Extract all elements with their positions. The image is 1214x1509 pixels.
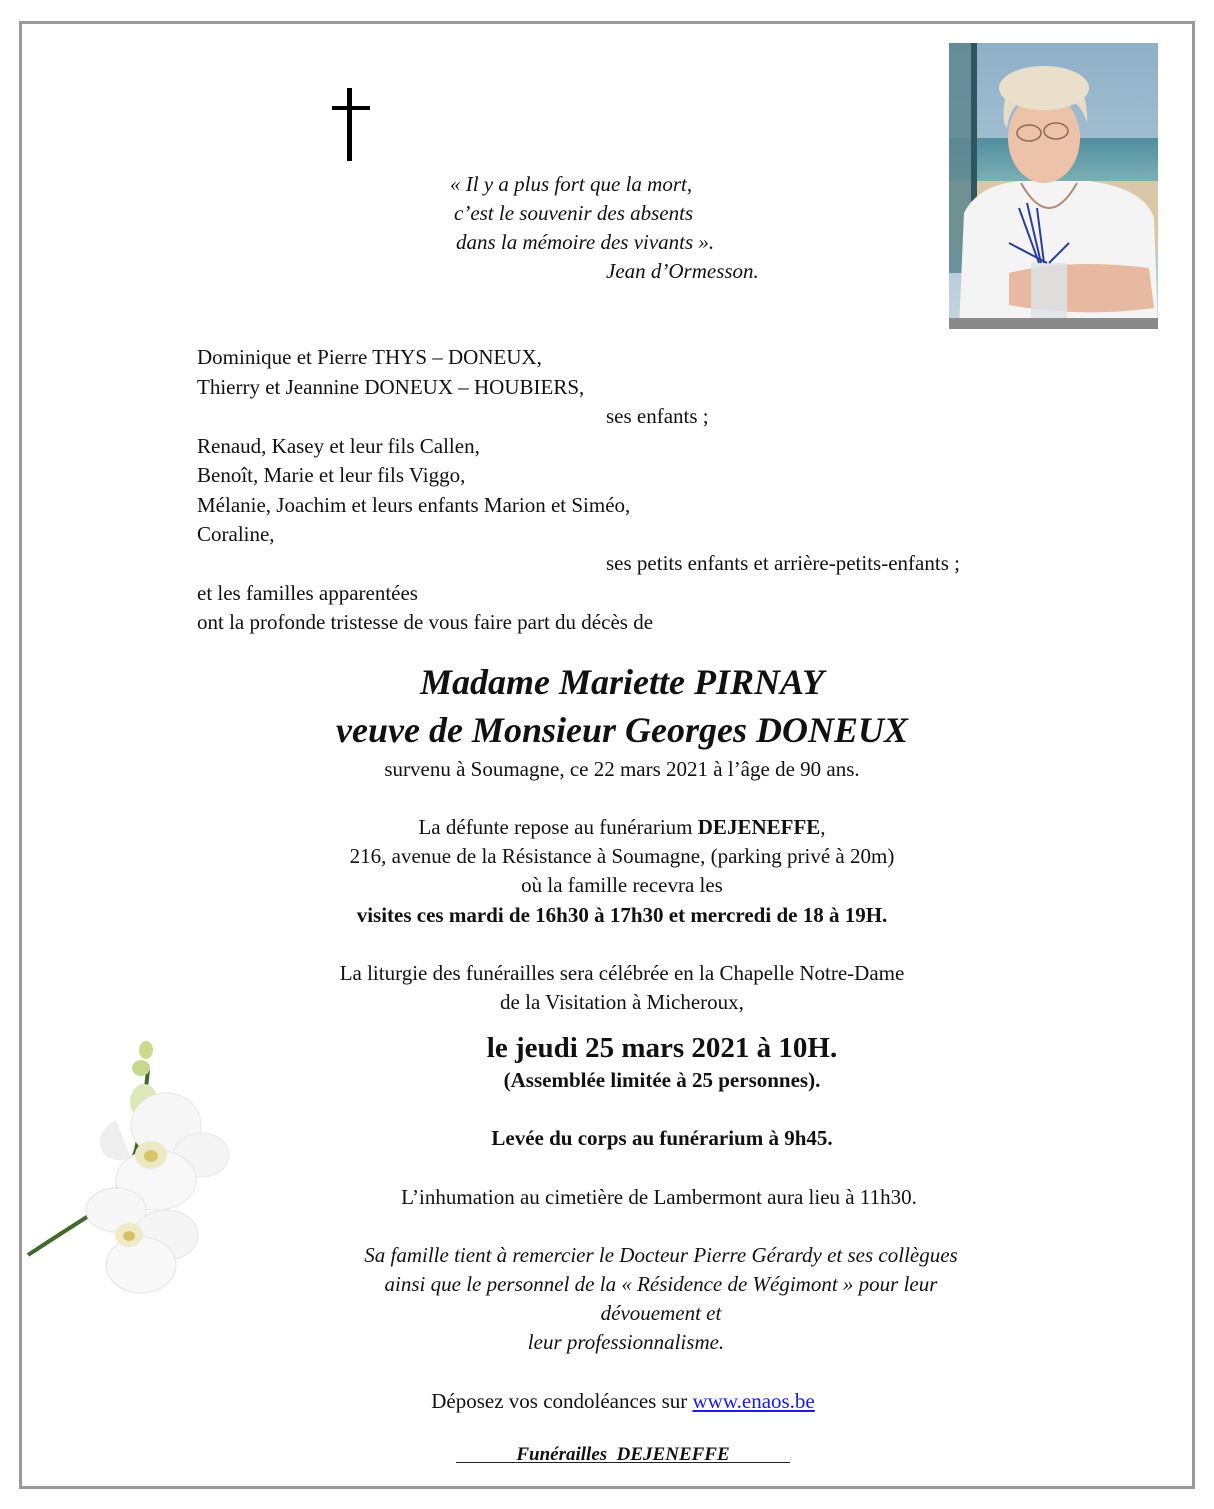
liturgy-line: de la Visitation à Micheroux, — [500, 990, 744, 1014]
assembly-limit: (Assemblée limitée à 25 personnes). — [503, 1068, 821, 1092]
family-grandchildren-line: Renaud, Kasey et leur fils Callen, — [197, 434, 480, 458]
burial-info: L’inhumation au cimetière de Lambermont aura lieu à 11h30. — [401, 1185, 917, 1209]
death-info: survenu à Soumagne, ce 22 mars 2021 à l’âge de 90 ans. — [384, 757, 860, 781]
family-grandchildren-line: Mélanie, Joachim et leurs enfants Marion et Siméo, — [197, 493, 631, 517]
thanks-line: dévouement et — [600, 1301, 722, 1325]
funeral-date: le jeudi 25 mars 2021 à 10H. — [486, 1032, 838, 1064]
deceased-widow-of: veuve de Monsieur Georges DONEUX — [336, 710, 908, 750]
thanks-line: leur professionnalisme. — [527, 1330, 725, 1354]
repose-family-receive: où la famille recevra les — [521, 873, 723, 897]
thanks-line: ainsi que le personnel de la « Résidence de Wégimont » pour leur — [384, 1272, 938, 1296]
family-grandchildren-line: Benoît, Marie et leur fils Viggo, — [197, 463, 466, 487]
family-children-line: Thierry et Jeannine DONEUX – HOUBIERS, — [197, 375, 585, 399]
deceased-name: Madame Mariette PIRNAY — [420, 662, 824, 702]
quote-line: c’est le souvenir des absents — [454, 201, 694, 225]
levee-du-corps: Levée du corps au funérarium à 9h45. — [491, 1126, 833, 1150]
grandchildren-label: ses petits enfants et arrière-petits-enfants ; — [606, 551, 960, 575]
family-children-line: Dominique et Pierre THYS – DONEUX, — [197, 345, 542, 369]
condolences-line — [0, 1387, 1214, 1417]
condolences-link[interactable]: www.enaos.be — [692, 1389, 815, 1413]
quote-line: dans la mémoire des vivants ». — [456, 230, 715, 254]
family-closing-line: ont la profonde tristesse de vous faire part du décès de — [197, 610, 654, 634]
repose-address: 216, avenue de la Résistance à Soumagne, (parking privé à 20m) — [349, 844, 895, 868]
visiting-hours: visites ces mardi de 16h30 à 17h30 et mercredi de 18 à 19H. — [356, 903, 888, 927]
portrait-photo — [949, 43, 1158, 329]
quote-author: Jean d’Ormesson. — [606, 259, 759, 283]
footer-signature: Funérailles DEJENEFFE — [516, 1444, 730, 1465]
repose-suffix: , — [820, 815, 826, 839]
orchid-flower-image — [26, 1030, 248, 1310]
family-grandchildren-line: Coraline, — [197, 522, 275, 546]
family-closing-line: et les familles apparentées — [197, 581, 418, 605]
quote-line: « Il y a plus fort que la mort, — [450, 172, 693, 196]
repose-line — [0, 813, 1214, 843]
liturgy-line: La liturgie des funérailles sera célébrée en la Chapelle Notre-Dame — [339, 961, 905, 985]
repose-prefix: La défunte repose au funérarium — [418, 815, 698, 839]
condolences-prefix: Déposez vos condoléances sur — [431, 1389, 693, 1413]
thanks-line: Sa famille tient à remercier le Docteur Pierre Gérardy et ses collègues — [364, 1243, 958, 1267]
children-label: ses enfants ; — [606, 404, 709, 428]
funeral-home-name: DEJENEFFE — [697, 815, 821, 839]
